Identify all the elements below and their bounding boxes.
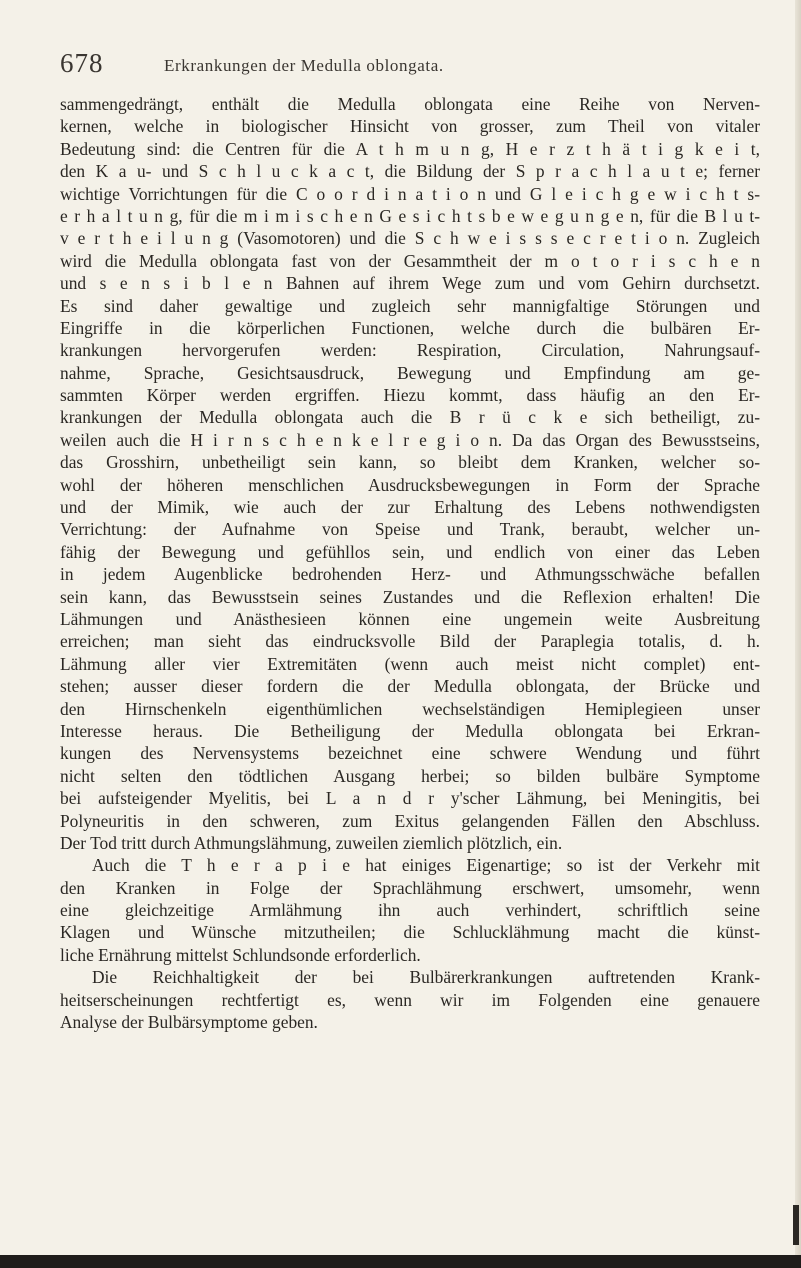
body-text (60, 93, 760, 1033)
text-line: eine gleichzeitige Armlähmung ihn auch verhindert, schriftlich seine (60, 900, 760, 921)
text-line: stehen; ausser dieser fordern die der Medulla oblongata, der Brücke und (60, 676, 760, 697)
text-line: sein kann, das Bewusstsein seines Zustandes und die Reflexion erhalten! Die (60, 586, 760, 607)
text-line: Es sind daher gewaltige und zugleich sehr mannigfaltige Störungen und (60, 295, 760, 316)
text-line: nicht selten den tödtlichen Ausgang herbei; so bilden bulbäre Symptome (60, 765, 760, 786)
text-line: und der Mimik, wie auch der zur Erhaltung des Lebens nothwendigsten (60, 497, 760, 518)
text-line: kungen des Nervensystems bezeichnet eine schwere Wendung und führt (60, 743, 760, 764)
page-number: 678 (60, 48, 104, 78)
running-head: Erkrankungen der Medulla oblongata. (164, 56, 444, 75)
text-line: heitserscheinungen rechtfertigt es, wenn wir im Folgenden eine genauere (60, 989, 760, 1010)
text-line: Lähmungen und Anästhesieen können eine ungemein weite Ausbreitung (60, 608, 760, 629)
text-line: Klagen und Wünsche mitzutheilen; die Schlucklähmung macht die künst- (60, 922, 760, 943)
text-line: erreichen; man sieht das eindrucksvolle Bild der Paraplegia totalis, d. h. (60, 631, 760, 652)
text-line: Polyneuritis in den schweren, zum Exitus gelangenden Fällen den Abschluss. (60, 810, 760, 831)
text-line: wird die Medulla oblongata fast von der Gesammtheit der m o t o r i s c h e n (60, 250, 760, 271)
text-line: Auch die T h e r a p i e hat einiges Eigenartige; so ist der Verkehr mit (92, 855, 760, 876)
text-line: liche Ernährung mittelst Schlundsonde erforderlich. (60, 944, 421, 965)
text-line: v e r t h e i l u n g (Vasomotoren) und die S c h w e i s s s e c r e t i o n. Zugleich (60, 228, 760, 249)
text-line: nahme, Sprache, Gesichtsausdruck, Bewegung und Empfindung am ge- (60, 362, 760, 383)
page-edge-shadow (795, 0, 801, 1268)
text-line: und s e n s i b l e n Bahnen auf ihrem Wege zum und vom Gehirn durchsetzt. (60, 273, 760, 294)
text-line: Interesse heraus. Die Betheiligung der Medulla oblongata bei Erkran- (60, 720, 760, 741)
text-line: krankungen hervorgerufen werden: Respiration, Circulation, Nahrungsauf- (60, 340, 760, 361)
page-header (60, 48, 760, 82)
text-line: Lähmung aller vier Extremitäten (wenn auch meist nicht complet) ent- (60, 653, 760, 674)
text-line: wichtige Vorrichtungen für die C o o r d i n a t i o n und G l e i c h g e w i c h t s- (60, 183, 760, 204)
text-line: den Kranken in Folge der Sprachlähmung erschwert, umsomehr, wenn (60, 877, 760, 898)
bottom-border (0, 1255, 801, 1268)
text-line: kernen, welche in biologischer Hinsicht von grosser, zum Theil von vitaler (60, 116, 760, 137)
text-line: den Hirnschenkeln eigenthümlichen wechselständigen Hemiplegieen unser (60, 698, 760, 719)
text-line: sammten Körper werden ergriffen. Hiezu kommt, dass häufig an den Er- (60, 385, 760, 406)
text-line: den K a u- und S c h l u c k a c t, die Bildung der S p r a c h l a u t e; ferner (60, 161, 760, 182)
text-line: krankungen der Medulla oblongata auch die B r ü c k e sich betheiligt, zu- (60, 407, 760, 428)
text-line: sammengedrängt, enthält die Medulla oblongata eine Reihe von Nerven- (60, 94, 760, 114)
text-line: Analyse der Bulbärsymptome geben. (60, 1012, 318, 1033)
text-line: Der Tod tritt durch Athmungslähmung, zuweilen ziemlich plötzlich, ein. (60, 832, 563, 853)
text-line: Bedeutung sind: die Centren für die A t h m u n g, H e r z t h ä t i g k e i t, (60, 138, 760, 159)
text-line: e r h a l t u n g, für die m i m i s c h e n G e s i c h t s b e w e g u n g e n, für die B l u t- (60, 205, 760, 226)
text-line: das Grosshirn, unbetheiligt sein kann, so bleibt dem Kranken, welcher so- (60, 452, 760, 473)
text-line: wohl der höheren menschlichen Ausdrucksbewegungen in Form der Sprache (60, 474, 760, 495)
text-line: weilen auch die H i r n s c h e n k e l r e g i o n. Da das Organ des Bewusstseins, (60, 429, 760, 450)
text-line: Verrichtung: der Aufnahme von Speise und Trank, beraubt, welcher un- (60, 519, 760, 540)
text-line: in jedem Augenblicke bedrohenden Herz- und Athmungsschwäche befallen (60, 564, 760, 585)
text-line: Eingriffe in die körperlichen Functionen, welche durch die bulbären Er- (60, 317, 760, 338)
text-line: Die Reichhaltigkeit der bei Bulbärerkrankungen auftretenden Krank- (92, 967, 760, 988)
binding-mark (793, 1205, 799, 1245)
text-line: fähig der Bewegung und gefühllos sein, und endlich von einer das Leben (60, 541, 760, 562)
text-line: bei aufsteigender Myelitis, bei L a n d r y'scher Lähmung, bei Meningitis, bei (60, 788, 760, 809)
